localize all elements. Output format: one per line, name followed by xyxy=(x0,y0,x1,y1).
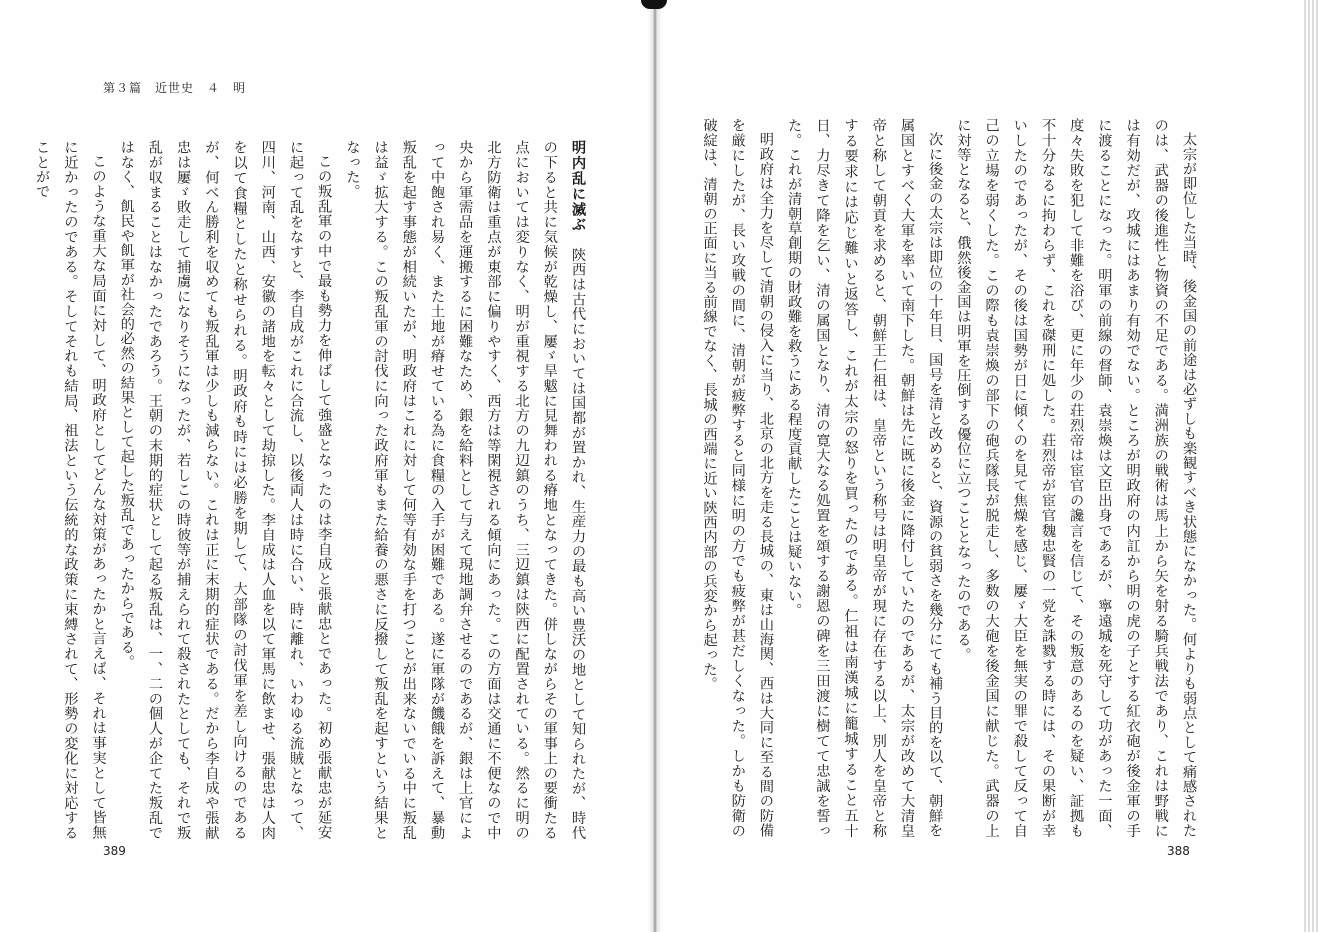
left-page-body xyxy=(34,140,592,840)
page-number-left: 389 xyxy=(103,844,126,858)
right-paragraph-3: 明政府は全力を尽して清朝の侵入に当り、北京の北方を走る長城の、東は山海関、西は大同に至る間の防備を厳にしたが、長い攻戦の間に、清朝が疲弊すると同様に明の方でも疲弊が甚だしくなった。しかも防衛の破綻は、清朝の正面に当る前線でなく、長城の西端に近い陝西内部の兵変から起った。 xyxy=(701,118,774,838)
section-heading: 明内乱に滅ぶ xyxy=(570,140,586,233)
right-paragraph-2: 次に後金の太宗は即位の十年目、国号を清と改めると、資源の貧弱さを幾分にても補う目的を以て、朝鮮を属国とすべく大軍を率いて南下した。朝鮮は先に既に後金に降付していたのであるが、太宗が改めて大清皇帝と称して朝貢を求めると、朝鮮王仁祖は、皇帝という称号は明皇帝が現に存在する以上、別人を皇帝と称する要求には応じ難いと返答し、これが太宗の怒りを買ったのである。仁祖は南漢城に籠城すること五十日、力尽きて降を乞い、清の属国となり、清の寛大なる処置を頌する謝恩の碑を三田渡に樹てて忠誠を誓った。これが清朝草創期の財政難を救うにある程度貢献したことは疑いない。 xyxy=(786,118,944,838)
left-paragraph-2: この叛乱軍の中で最も勢力を伸ばして強盛となったのは李自成と張献忠とであった。初め張献忠が延安に起って乱をなすと、李自成がこれに合流し、以後両人は時に合い、時に離れ、いわゆる流賊となって、四川、河南、山西、安徽の諸地を転々として劫掠した。李自成は人血を以て軍馬に飲ませ、張献忠は人肉を以て食糧としたと称せられる。明政府も時には必勝を期して、大部隊の討伐軍を差し向けるのであるが、何べん勝利を収めても叛乱軍は少しも減らない。これは正に末期的症状である。だから李自成や張献忠は屢ゞ敗走して捕虜になりそうになったが、若しこの時彼等が捕えられて殺されたとしても、それで叛乱が収まることはなかったであろう。王朝の末期的症状として起る叛乱は、一、二の個人が企てた叛乱ではなく、飢民や飢軍が社会的必然の結果として起した叛乱であったからである。 xyxy=(118,140,333,840)
right-page-body xyxy=(668,118,1203,838)
book-gutter xyxy=(648,0,662,932)
page-edge-stack xyxy=(1302,0,1318,932)
page-number-right: 388 xyxy=(1167,844,1190,858)
left-paragraph-3: このような重大な局面に対して、明政府としてどんな対策があったかと言えば、それは事実として皆無に近かったのである。そしてそれも結局、祖法という伝統的な政策に束縛されて、形勢の変化に対応することがで xyxy=(34,140,107,840)
left-paragraph-1 xyxy=(338,140,592,840)
left-paragraph-1-text: 陝西は古代においては国都が置かれ、生産力の最も高い豊沃の地として知られたが、時代の下ると共に気候が乾燥し、屢ゞ旱魃に見舞われる瘠地となってきた。併しながらその軍事上の要衝たる点においては変りなく、明が重視する北方の九辺鎮のうち、三辺鎮は陝西に配置されている。然るに明の北方防衛は重点が東部に偏りやすく、西方は等閑視される傾向にあった。この方面は交通に不便なので中央から軍需品を運搬するに困難なため、銀を給料として与えて現地調弁させるのであるが、銀は上官によって中飽され易く、また土地が瘠せている為に食糧の入手が困難である。遂に軍隊が饑餓を訴えて、暴動叛乱を起す事態が相続いたが、明政府はこれに対して何等有効な手を打つことが出来ないでいる中に叛乱は益ゞ拡大する。この叛乱軍の討伐に向った政府軍もまた給養の悪さに反撥して叛乱を起すという結果となった。 xyxy=(344,140,586,840)
running-header: 第３篇 近世史 ４ 明 xyxy=(103,81,247,95)
right-paragraph-1: 太宗が即位した当時、後金国の前途は必ずしも楽観すべき状態になかった。何よりも弱点として痛感されたのは、武器の後進性と物資の不足である。満洲族の戦術は馬上から矢を射る騎兵戦法であり、これは野戦には有効だが、攻城にはあまり有効でない。ところが明政府の内訌から明の虎の子とする紅衣砲が後金軍の手に渡ることになった。明軍の前線の督師、袁崇煥は文臣出身であるが、寧遠城を死守して功があった一面、度々失敗を犯して非難を浴び、更に年少の荘烈帝は宦官の讒言を信じて、その叛意のあるのを疑い、証拠も不十分なるに拘わらず、これを磔刑に処した。荘烈帝が宦官魏忠賢の一党を誅戮する時には、その果断が幸いしたのであったが、その後は国勢が日に傾くのを見て焦燥を感じ、屢ゞ大臣を無実の罪で殺して反って自己の立場を弱くした。この際も袁崇煥の部下の砲兵隊長が脱走し、多数の大砲を後金国に献じた。武器の上に対等となると、俄然後金国は明軍を圧倒する優位に立つこととなったのである。 xyxy=(955,118,1197,838)
